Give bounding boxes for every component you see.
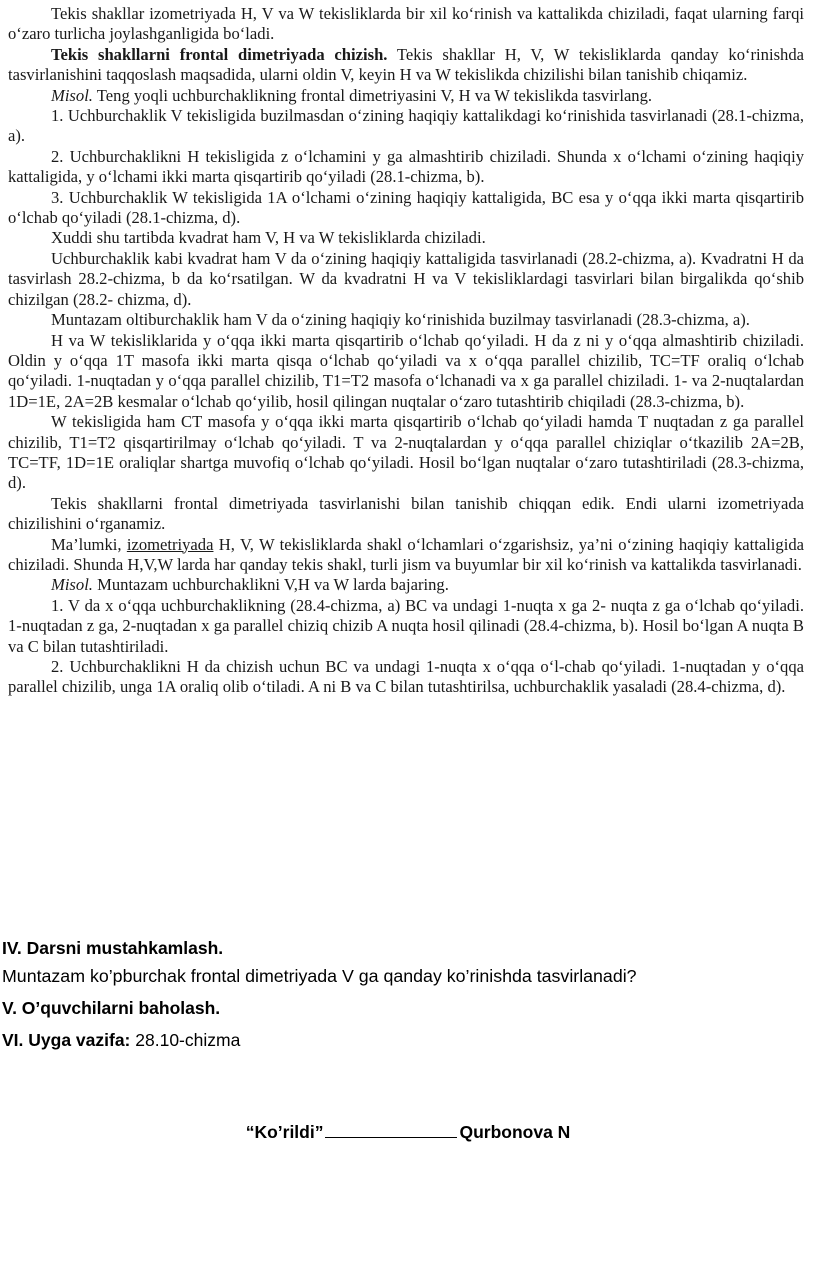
signature-line (0, 1122, 816, 1143)
paragraph-1: Tekis shakllar izometriyada H, V va W tekisliklarda bir xil ko‘rinish va kattalikda chiziladi, faqat ularning farqi o‘zaro turlicha joylashganligida bo‘ladi. (8, 4, 804, 44)
paragraph-13 (8, 535, 804, 576)
example-label: Misol. (51, 85, 93, 105)
paragraph-2-text: Tekis shakllar H, V, W tekisliklarda qanday ko‘rinishda tasvirlanishini taqqoslash maqsadida, ularni oldin V, keyin H va W tekislikda chizilishi bilan tanishib chiqamiz. (8, 44, 804, 85)
signature-blank (325, 1123, 457, 1138)
paragraph-2 (8, 45, 804, 86)
section-v-heading: V. O’quvchilarni baholash. (2, 998, 221, 1018)
reviewed-label: “Ko’rildi” (245, 1122, 324, 1142)
paragraph-3-text: Teng yoqli uchburchaklikning frontal dimetriyasini V, H va W tekislikda tasvirlang. (92, 85, 653, 105)
paragraph-13-text: H, V, W tekisliklarda shakl o‘lchamlari o‘zgarishsiz, ya’ni o‘zining haqiqiy kattaligida chiziladi. Shunda H,V,W larda har qanday tekis shakl, turli jism va buyumlar bir xil ko‘rinish va kattalikda tasvirlanadi. (8, 534, 804, 574)
paragraph-14 (8, 575, 804, 595)
section-iv-heading: IV. Darsni mustahkamlash. (2, 938, 224, 958)
paragraph-16: 2. Uchburchaklikni H da chizish uchun BC va undagi 1-nuqta x o‘qqa o‘l-chab qo‘yiladi. 1-nuqtadan y o‘qqa parallel chizilib, unga 1A oraliq olib o‘tiladi. A ni B va C bilan tutashtirilsa, uchburchaklik yasaladi (28.4-chizma, d). (8, 657, 804, 697)
homework-value: 28.10-chizma (130, 1030, 241, 1050)
paragraph-4: 1. Uchburchaklik V tekisligida buzilmasdan o‘zining haqiqiy kattalikdagi ko‘rinishida tasvirlanadi (28.1-chizma, a). (8, 106, 804, 146)
example-label-2: Misol. (51, 575, 93, 595)
underlined-term-isometry: izometriyada (126, 534, 214, 554)
paragraph-8: Uchburchaklik kabi kvadrat ham V da o‘zining haqiqiy kattaligida tasvirlanadi (28.2-chizma, a). Kvadratni H da tasvirlash 28.2-chizma, b da ko‘rsatilgan. W da kvadratni H va V tekisliklardagi tasvirlari bilan birgalikda qo‘shib chizilgan (28.2- chizma, d). (8, 248, 804, 309)
paragraph-13-start: Ma’lumki, (51, 534, 127, 554)
homework-label: VI. Uyga vazifa: (2, 1030, 131, 1050)
reviewer-name: Qurbonova N (459, 1122, 571, 1142)
paragraph-6: 3. Uchburchaklik W tekisligida 1A o‘lchami o‘zining haqiqiy kattaligida, BC esa y o‘qqa ikki marta qisqartirib o‘lchab qo‘yiladi (28.1-chizma, d). (8, 187, 804, 228)
paragraph-10: H va W tekisliklarida y o‘qqa ikki marta qisqartirib o‘lchab qo‘yiladi. H da z ni y o‘qqa almashtirib chiziladi. Oldin y o‘qqa 1T masofa ikki marta qisqa o‘lchab qo‘yiladi va x o‘qqa parallel chizilib, TC=TF oraliq o‘lchab qo‘yiladi. 1-nuqtadan y o‘qqa parallel chizilib, T1=T2 masofa o‘lchanadi va x ga parallel chiziladi. 1- va 2-nuqtalardan 1D=1E, 2A=2B kesmalar o‘lchab qo‘yilib, hosil qilingan nuqtalar o‘zaro tutashtirib chiqiladi (28.3-chizma, b). (8, 330, 804, 411)
paragraph-15: 1. V da x o‘qqa uchburchaklikning (28.4-chizma, a) BC va undagi 1-nuqta x ga 2- nuqta z ga o‘lchab qo‘yiladi. 1-nuqtadan z ga, 2-nuqtadan x ga parallel chiziq chizib A nuqta hosil qilinadi (28.4-chizma, b). Hosil bo‘lgan A nuqta B va C bilan tutashtiriladi. (8, 595, 804, 656)
reinforcement-question: Muntazam ko’pburchak frontal dimetriyada V ga qanday ko’rinishda tasvirlanadi? (2, 966, 637, 986)
paragraph-5: 2. Uchburchaklikni H tekisligida z o‘lchamini y ga almashtirib chiziladi. Shunda x o‘lchami o‘zining haqiqiy kattaligida, y o‘lchami ikki marta qisqartirib qo‘yiladi (28.1-chizma, b). (8, 146, 804, 187)
paragraph-11: W tekisligida ham CT masofa y o‘qqa ikki marta qisqartirib o‘lchab qo‘yiladi hamda T nuqtadan z ga parallel chizilib, T1=T2 qisqartirilmay o‘lchab qo‘yiladi. T va 2-nuqtalardan y o‘qqa parallel chiziqlar o‘tkazilib 2A=2B, TC=TF, 1D=1E oraliqlar shartga muvofiq o‘lchab qo‘yiladi. Hosil bo‘lgan nuqtalar o‘zaro tutashtiriladi (28.3-chizma, d). (8, 412, 804, 493)
section-heading-frontal-dimetry: Tekis shakllarni frontal dimetriyada chizish. (51, 44, 388, 64)
scanned-textbook-page (8, 4, 804, 698)
paragraph-3 (8, 86, 804, 106)
paragraph-7: Xuddi shu tartibda kvadrat ham V, H va W tekisliklarda chiziladi. (51, 228, 486, 248)
paragraph-12: Tekis shakllarni frontal dimetriyada tasvirlanishi bilan tanishib chiqqan edik. Endi ularni izometriyada chizilishini o‘rganamiz. (8, 493, 804, 534)
paragraph-14-text: Muntazam uchburchaklikni V,H va W larda bajaring. (92, 575, 449, 595)
section-vi-heading (2, 1030, 816, 1051)
paragraph-9: Muntazam oltiburchaklik ham V da o‘zining haqiqiy ko‘rinishida buzilmay tasvirlanadi (28.3-chizma, a). (51, 310, 750, 330)
